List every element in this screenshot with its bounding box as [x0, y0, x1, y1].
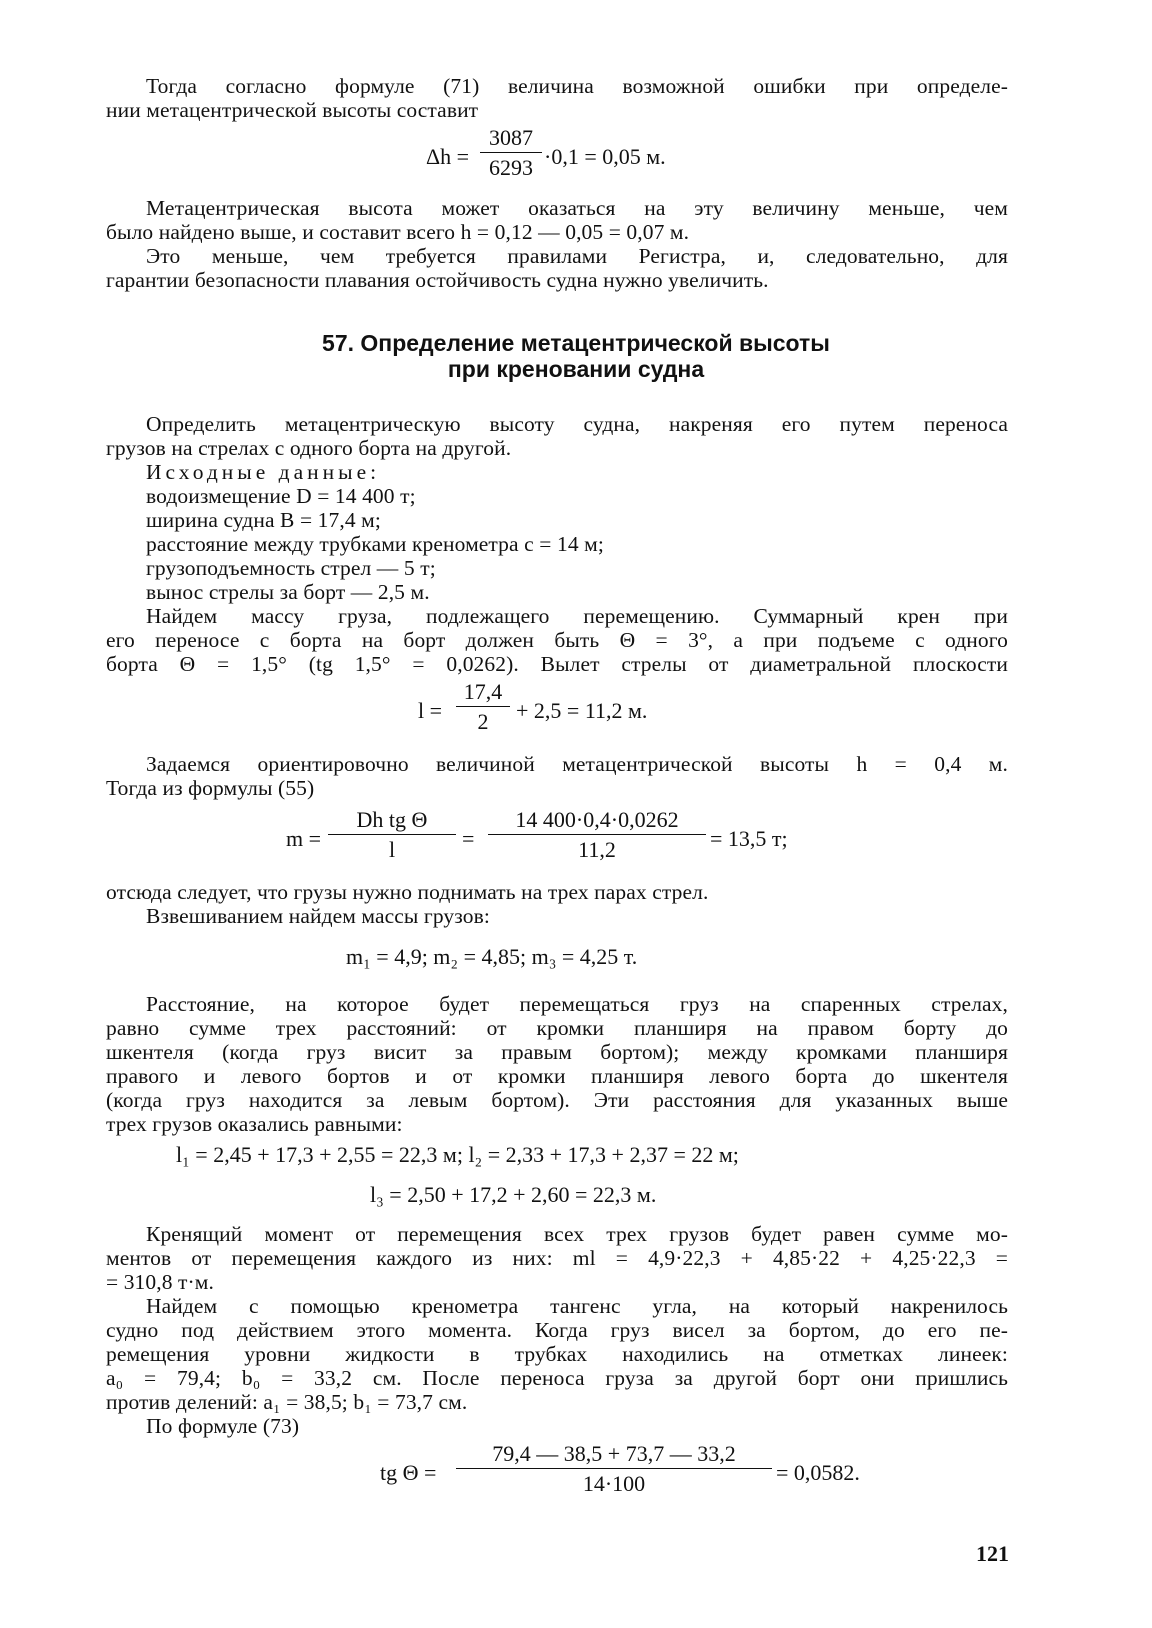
text-line: ментов от перемещения каждого из них: ml = 4,9·22,3 + 4,85·22 + 4,25·22,3 =	[106, 1246, 1008, 1270]
text-line: гарантии безопасности плавания остойчивость судна нужно увеличить.	[106, 268, 769, 292]
fraction	[488, 808, 706, 862]
text-line: его переносе с борта на борт должен быть Θ = 3°, а при подъеме с одного	[106, 628, 1008, 652]
text-line: Найдем с помощью кренометра тангенс угла, на который накренилось	[146, 1294, 1008, 1318]
equation-rhs: = 0,0582.	[776, 1460, 860, 1485]
equation-lhs: m =	[286, 826, 322, 851]
equation: l₃ = 2,50 + 17,2 + 2,60 = 22,3 м.	[370, 1182, 657, 1207]
text-line: Кренящий момент от перемещения всех трех грузов будет равен сумме мо-	[146, 1222, 1008, 1246]
text-line: Это меньше, чем требуется правилами Регистра, и, следовательно, для	[146, 244, 1008, 268]
fraction-denominator: 6293	[489, 155, 533, 180]
equation: m₁ = 4,9; m₂ = 4,85; m₃ = 4,25 т.	[346, 944, 638, 969]
given-item: расстояние между трубками кренометра c = 14 м;	[146, 532, 604, 556]
fraction	[328, 808, 456, 862]
text-line: Определить метацентрическую высоту судна, накреняя его путем переноса	[146, 412, 1008, 436]
fraction	[456, 680, 510, 734]
section-title-line-1: 57. Определение метацентрической высоты	[322, 330, 830, 356]
text-line: a₀ = 79,4; b₀ = 33,2 см. После переноса груза за другой борт они пришлись	[106, 1366, 1008, 1390]
text-line: правого и левого бортов и от кромки планширя левого борта до шкентеля	[106, 1064, 1008, 1088]
text-line: По формуле (73)	[146, 1414, 300, 1438]
page-number: 121	[976, 1541, 1009, 1566]
fraction-denominator: l	[388, 837, 396, 862]
text-line: нии метацентрической высоты составит	[106, 98, 479, 122]
text-line: против делений: a₁ = 38,5; b₁ = 73,7 см.	[106, 1390, 468, 1414]
given-item: вынос стрелы за борт — 2,5 м.	[146, 580, 430, 604]
text-line: Задаемся ориентировочно величиной метацентрической высоты h = 0,4 м.	[146, 752, 1008, 776]
text-line: равно сумме трех расстояний: от кромки планширя на правом борту до	[106, 1016, 1008, 1040]
equation-eqsign: =	[462, 826, 475, 851]
equation-rhs: = 13,5 т;	[710, 826, 788, 851]
text-line: ремещения уровни жидкости в трубках находились на отметках линеек:	[106, 1342, 1008, 1366]
text-line: было найдено выше, и составит всего h = 0,12 — 0,05 = 0,07 м.	[106, 220, 690, 244]
fraction	[456, 1442, 772, 1496]
text-line: шкентеля (когда груз висит за правым бортом); между кромками планширя	[106, 1040, 1008, 1064]
given-data-label: Исходные данные:	[146, 460, 381, 484]
fraction-numerator: 17,4	[456, 680, 510, 707]
given-item: ширина судна B = 17,4 м;	[146, 508, 381, 532]
given-item: грузоподъемность стрел — 5 т;	[146, 556, 436, 580]
equation-rhs: + 2,5 = 11,2 м.	[516, 698, 648, 723]
equation: l₁ = 2,45 + 17,3 + 2,55 = 22,3 м; l₂ = 2,33 + 17,3 + 2,37 = 22 м;	[176, 1142, 739, 1167]
text-line: Взвешиванием найдем массы грузов:	[146, 904, 490, 928]
fraction-denominator: 2	[477, 709, 489, 734]
text-line: (когда груз находится за левым бортом). Эти расстояния для указанных выше	[106, 1088, 1008, 1112]
fraction	[480, 126, 542, 180]
text-line: трех грузов оказались равными:	[106, 1112, 403, 1136]
text-line: Найдем массу груза, подлежащего перемещению. Суммарный крен при	[146, 604, 1008, 628]
text-line: грузов на стрелах с одного борта на другой.	[106, 436, 512, 460]
equation-lhs: Δh =	[426, 144, 470, 169]
equation-lhs: l =	[418, 698, 443, 723]
fraction-numerator: 79,4 — 38,5 + 73,7 — 33,2	[456, 1442, 772, 1469]
text-line: Метацентрическая высота может оказаться на эту величину меньше, чем	[146, 196, 1008, 220]
text-line: Тогда из формулы (55)	[106, 776, 315, 800]
text-line: судно под действием этого момента. Когда груз висел за бортом, до его пе-	[106, 1318, 1008, 1342]
section-title-line-2: при креновании судна	[447, 356, 705, 382]
text-line: борта Θ = 1,5° (tg 1,5° = 0,0262). Вылет стрелы от диаметральной плоскости	[106, 652, 1008, 676]
fraction-numerator: Dh tg Θ	[328, 808, 456, 835]
equation-rhs: ·0,1 = 0,05 м.	[544, 144, 666, 169]
text-line: Тогда согласно формуле (71) величина возможной ошибки при определе-	[146, 74, 1008, 98]
text-line: = 310,8 т·м.	[106, 1270, 214, 1294]
fraction-denominator: 14·100	[582, 1471, 646, 1496]
fraction-numerator: 14 400·0,4·0,0262	[488, 808, 706, 835]
text-line: Расстояние, на которое будет перемещаться груз на спаренных стрелах,	[146, 992, 1008, 1016]
equation-lhs: tg Θ =	[380, 1460, 437, 1485]
fraction-numerator: 3087	[480, 126, 542, 153]
given-item: водоизмещение D = 14 400 т;	[146, 484, 416, 508]
fraction-denominator: 11,2	[578, 837, 616, 862]
text-line: отсюда следует, что грузы нужно поднимать на трех парах стрел.	[106, 880, 709, 904]
